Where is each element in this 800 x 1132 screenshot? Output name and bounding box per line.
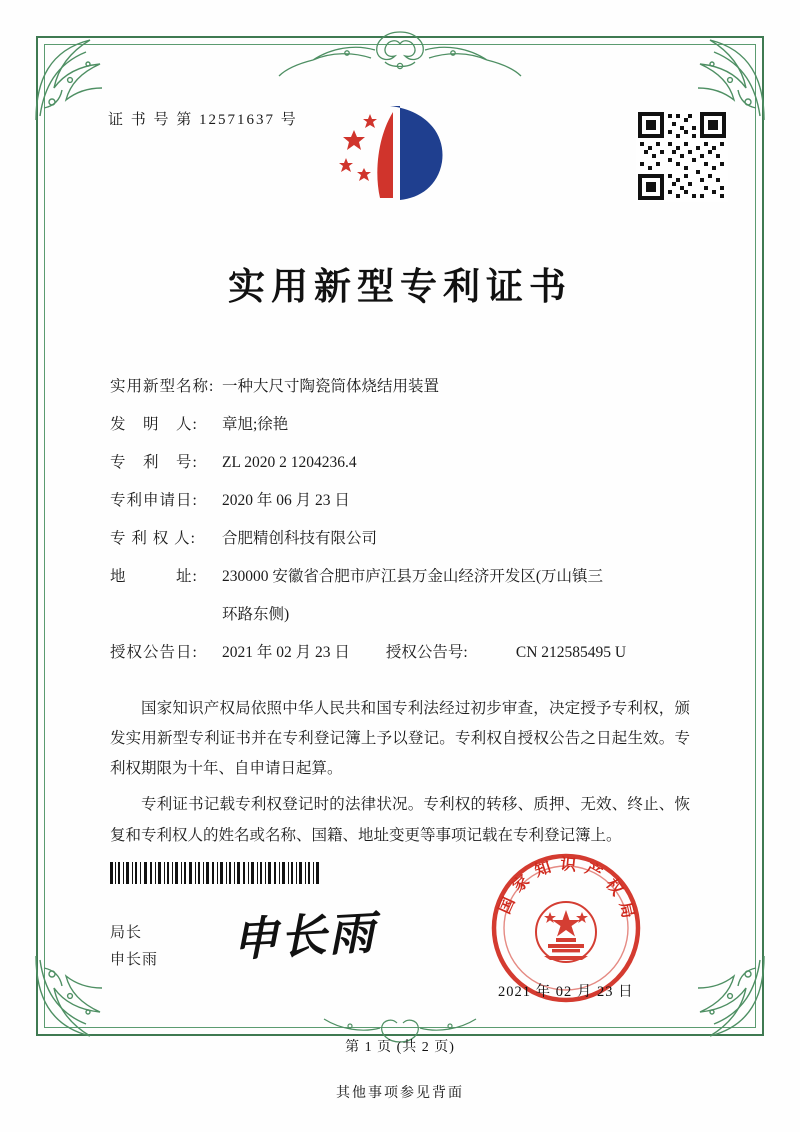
field-value: ZL 2020 2 1204236.4 <box>222 453 357 471</box>
field-row-patentee <box>110 520 720 558</box>
paragraph-legal-notice: 国家知识产权局依照中华人民共和国专利法经过初步审查，决定授予专利权，颁发实用新型专利证书并在专利登记簿上予以登记。专利权自授权公告之日起生效。专利权期限为十年、自申请日起算。 <box>110 699 690 778</box>
certificate-number: 证 书 号 第 12571637 号 <box>108 112 298 128</box>
address-line-2: 环路东侧) <box>222 605 290 623</box>
signature-block <box>110 920 158 974</box>
barcode-icon <box>110 862 322 884</box>
field-label: 地 址: <box>110 567 198 585</box>
field-label: 专 利 权 人: <box>110 529 196 547</box>
field-row-application-date <box>110 482 720 520</box>
field-value: 章旭;徐艳 <box>222 415 289 433</box>
field-label: 发 明 人: <box>110 415 198 433</box>
field-value: 2020 年 06 月 23 日 <box>222 491 350 509</box>
grant-date-value: 2021 年 02 月 23 日 <box>222 643 350 661</box>
field-value: 230000 安徽省合肥市庐江县万金山经济开发区(万山镇三 <box>222 567 604 585</box>
signature-role: 局长 <box>110 925 143 941</box>
cnipa-logo-icon <box>330 100 460 210</box>
svg-text:国家知识产权局: 国家知识产权局 <box>494 854 640 928</box>
paragraph-registry-notice: 专利证书记载专利权登记时的法律状况。专利权的转移、质押、无效、终止、恢复和专利权人的姓名或名称、国籍、地址变更等事项记载在专利登记簿上。 <box>110 796 690 844</box>
field-label: 专 利 号: <box>110 453 198 471</box>
fields-list <box>110 368 720 672</box>
seal-date: 2021 年 02 月 23 日 <box>498 984 634 1000</box>
footnote: 其他事项参见背面 <box>336 1086 464 1101</box>
page-indicator: 第 1 页 (共 2 页) <box>345 1040 455 1055</box>
field-row-grant <box>110 634 720 672</box>
grant-number-value: CN 212585495 U <box>515 643 627 661</box>
handwritten-signature: 申长雨 <box>230 905 378 967</box>
field-row-inventor <box>110 406 720 444</box>
signature-name: 申长雨 <box>110 952 159 968</box>
field-row-address <box>110 558 720 596</box>
page-title: 实用新型专利证书 <box>228 265 572 308</box>
field-row-patent-number <box>110 444 720 482</box>
field-label: 专利申请日: <box>110 491 198 509</box>
field-value: 合肥精创科技有限公司 <box>222 529 378 547</box>
grant-date-label: 授权公告日: <box>110 643 198 661</box>
grant-number-label: 授权公告号: <box>385 643 468 661</box>
field-row-utility-model-name <box>110 368 720 406</box>
field-label: 实用新型名称: <box>110 378 215 395</box>
field-value: 一种大尺寸陶瓷筒体烧结用装置 <box>222 378 440 395</box>
qr-code-icon <box>636 110 728 202</box>
